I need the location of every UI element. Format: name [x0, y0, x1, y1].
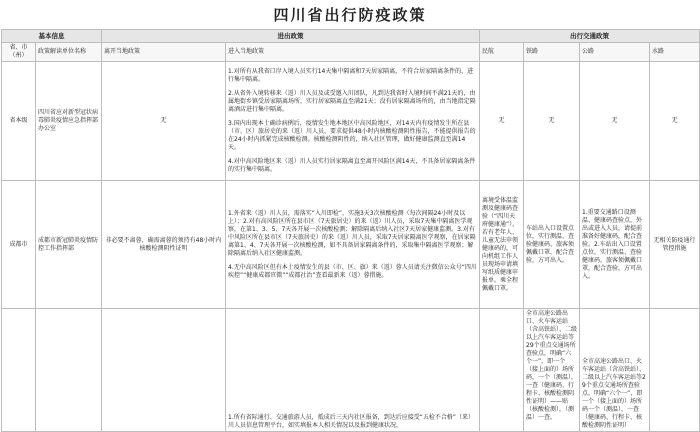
cell-water: 无相关防疫通行管控措施: [650, 181, 700, 309]
cell-road: 全市高速公路出口、火车客运站（含高铁站）、二级以上汽车客运站等29个重点交通场所查验点，明确“六个一”，即一个（接上面的）场所码一个（测温），一查（健康码、行程卡、核酸检测阴性证明）: [580, 309, 650, 432]
cell-water: [650, 309, 700, 432]
cell-enter: 1.所有省际通行、交通旅游人员，抵成后三天内社区报备，到达后应接受“五检不合格”（来）川人员信息管理平台，如实填报本人相关情况以及报到健康状况。: [226, 309, 480, 432]
cell-unit: 四川省应对新型冠状病毒肺炎疫情应急指挥部办公室: [36, 62, 102, 181]
cell-water: 无: [650, 62, 700, 181]
cell-road: 无: [580, 62, 650, 181]
col-header-road: 公路: [580, 43, 650, 62]
page-title: 四川省出行防疫政策: [273, 5, 427, 24]
table-row: [2, 181, 700, 309]
table-row: [2, 309, 700, 432]
enter-item: 4.对中高风险地区来（返）川人员实行居家隔离直至离开风险区满14天，不具备居家隔离条件的实行集中隔离。: [228, 158, 476, 173]
cell-leave: 无: [102, 62, 226, 181]
cell-rail: 无: [524, 62, 580, 181]
cell-region: 省本级: [2, 62, 36, 181]
enter-item: 1.外省来（返）川人员，需落实“入川即检”，实施3天3次核酸检测（每次间隔24小时及以上）；2.对有高风险区所在县市区（7天旅居史）的来（返）川人员，采取7天集中隔离医学观察，在第1、3、5、7天各开展一次核酸检测；解除隔离后纳入社区7天居家健康监测。3.对有中风险区所在县市区（7天旅居史）的来（返）川人员，采取7天居家隔离医学观察，在居家隔离第1、4、7天各开展一次核酸检测，如不具备居家隔离条件的，采取集中隔离医学观察；解除隔离后纳入社区健康监测。: [228, 209, 476, 257]
col-header-unit: 政策解读单位名称: [36, 43, 102, 62]
cell-road: 1.重要交通路口设测温、健康码查验点，外出或进入人员，请提前准备好健康码，配合查验。2.车站出入口设置点位，实行测温、查验健康码，旅客须佩戴口罩，配合查验，方可出入。: [580, 181, 650, 309]
group-basic-info: 基本信息: [2, 30, 102, 43]
enter-item: 4.无中高风险区但有本土疫情发生的县（市、区、旗）来（返）蓉人员请关注微信公众号“四川疾控”“健康成都官微”“成都社治”查看最新来（返）蓉措施。: [228, 263, 477, 279]
cell-leave: 非必要不离蓉，确需离蓉的须持有48小时内核酸检测阴性证明: [102, 181, 226, 309]
enter-item: 2.从省外入境转移来（返）川人员及或受邀入川团队，凡到达我省时入境时间不满21天的，由属地街乡镇受居家隔离场所，实行居家隔离直至满21天；没有居家隔离场所的，由当地指定隔离酒店进行集中隔离。: [228, 90, 476, 113]
cell-unit: [36, 309, 102, 432]
group-header-row: [2, 30, 700, 43]
enter-item: 1.对所有从我省口岸入境人员实行14天集中隔离和7天居家隔离，不符合居家隔离条件的，进行集中隔离。: [228, 68, 474, 83]
cell-enter: [226, 62, 480, 181]
enter-item: 3.国内出现本土确诊病例后，疫情发生地本地区中高风险地区，对14天内有疫情发生所在县（市、区）旅居史的来（返）川人员，要求提供48小时内核酸检测阴性报告，不能提供报告的在24小时内抓紧完成核酸检测。核酸检测阴性的，纳入社区管理，做好健康监测直至满14天。: [228, 120, 476, 151]
policy-table: [1, 29, 700, 432]
col-header-aviation: 民航: [480, 43, 524, 62]
cell-enter: [226, 181, 480, 309]
cell-leave: [102, 309, 226, 432]
group-entry-exit: 进出政策: [102, 30, 480, 43]
column-header-row: [2, 43, 700, 62]
cell-unit: 成都市新冠肺炎疫情防控工作指挥部: [36, 181, 102, 309]
cell-aviation: 无: [480, 62, 524, 181]
col-header-water: 水路: [650, 43, 700, 62]
cell-rail: 车站出入口设置点位，实行测温、查验健康码、旅客须佩戴口罩，配合查验，方可出入。: [524, 181, 580, 309]
group-transport: 出行交通政策: [480, 30, 700, 43]
cell-region: [2, 309, 36, 432]
cell-region: 成都市: [2, 181, 36, 309]
cell-rail: 全市高速公路出口、火车客运站（含高铁站）、二级以上汽车客运站等29个重点交通场所查验点，明确“六个一”，即一个（接上面的）场所码，一个（测温），一查（健康码、行程卡、核酸检测阴性证明）——贴（核酸检测），（测温）一查。: [524, 309, 580, 432]
col-header-enter: 进入当地政策: [226, 43, 480, 62]
col-header-leave: 离开当地政策: [102, 43, 226, 62]
col-header-region: 省、市（州）: [2, 43, 36, 62]
table-row: [2, 62, 700, 181]
col-header-rail: 铁路: [524, 43, 580, 62]
cell-aviation: 离境受体温监测及健康码查验（“四川天府健康通”），若有老年人、儿童无法申领健康码的，可向机组工作人员现场申请填写纸质健康申报单。乘全程佩戴口罩。: [480, 181, 524, 309]
cell-aviation: [480, 309, 524, 432]
